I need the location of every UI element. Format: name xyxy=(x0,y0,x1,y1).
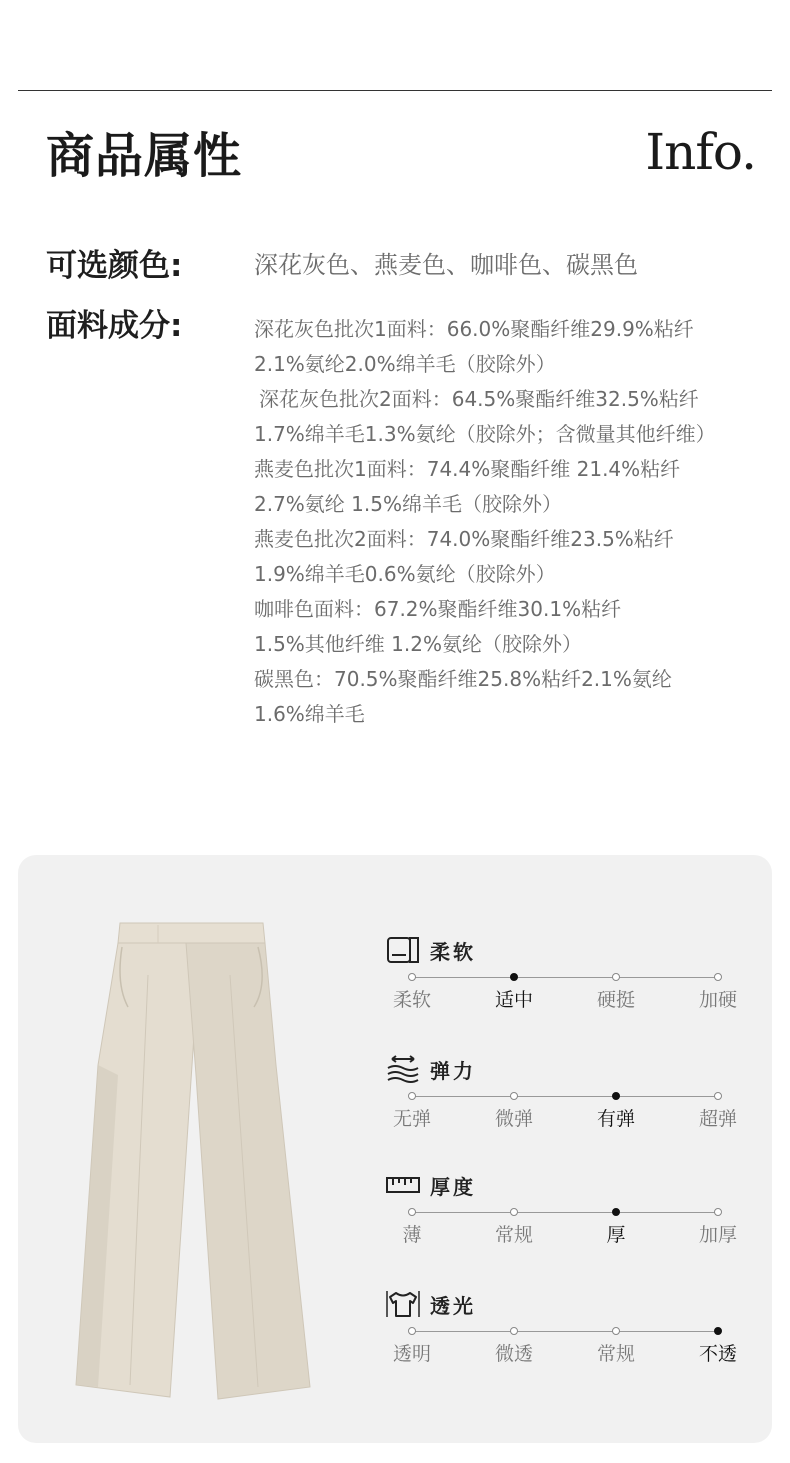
scale-dot xyxy=(510,1208,518,1216)
fabric-line: 2.7%氨纶 1.5%绵羊毛（胶除外） xyxy=(254,492,562,516)
scale-track xyxy=(412,1212,718,1213)
scale-dot xyxy=(510,1327,518,1335)
fabric-line: 咖啡色面料：67.2%聚酯纤维30.1%粘纤 xyxy=(254,597,622,621)
scale-option: 无弹 xyxy=(392,1108,431,1130)
scale-option: 常规 xyxy=(596,1343,635,1365)
scale-title: 厚度 xyxy=(430,1174,476,1199)
page-title: 商品属性 xyxy=(46,128,243,184)
scale-dot xyxy=(408,1092,416,1100)
stretch-icon xyxy=(386,1054,420,1084)
fabric-line: 燕麦色批次1面料：74.4%聚酯纤维 21.4%粘纤 xyxy=(254,457,681,481)
scale-title: 透光 xyxy=(430,1293,476,1318)
fabric-line: 1.6%绵羊毛 xyxy=(254,702,365,726)
info-heading: Info. xyxy=(645,123,756,181)
scale-dot xyxy=(510,1092,518,1100)
scale-track xyxy=(412,1096,718,1097)
scale-option: 微透 xyxy=(494,1343,533,1365)
scale-option: 加厚 xyxy=(698,1224,737,1246)
scale-option: 加硬 xyxy=(698,989,737,1011)
fabric-line: 深花灰色批次1面料：66.0%聚酯纤维29.9%粘纤 xyxy=(254,317,694,341)
scale-dot xyxy=(714,1208,722,1216)
scale-option: 薄 xyxy=(402,1224,422,1246)
scale-option-selected: 厚 xyxy=(606,1224,626,1246)
scale-dot xyxy=(714,973,722,981)
fabric-line: 深花灰色批次2面料：64.5%聚酯纤维32.5%粘纤 xyxy=(259,387,699,411)
scale-track xyxy=(412,1331,718,1332)
colors-label: 可选颜色: xyxy=(46,248,183,284)
scale-dot xyxy=(408,1208,416,1216)
fabric-label: 面料成分: xyxy=(46,308,183,344)
properties-panel xyxy=(18,855,772,1443)
fabric-line: 2.1%氨纶2.0%绵羊毛（胶除外） xyxy=(254,352,556,376)
scale-dot xyxy=(408,973,416,981)
colors-value: 深花灰色、燕麦色、咖啡色、碳黑色 xyxy=(254,251,638,279)
fabric-line: 1.5%其他纤维 1.2%氨纶（胶除外） xyxy=(254,632,582,656)
scale-dot-selected xyxy=(612,1092,620,1100)
scale-dot-selected xyxy=(714,1327,722,1335)
scale-option-selected: 不透 xyxy=(698,1343,737,1365)
scale-option: 常规 xyxy=(494,1224,533,1246)
scale-option-selected: 有弹 xyxy=(596,1108,635,1130)
fabric-composition-list xyxy=(254,312,774,732)
scale-track xyxy=(412,977,718,978)
scale-title: 弹力 xyxy=(430,1058,476,1083)
fabric-line: 1.7%绵羊毛1.3%氨纶（胶除外；含微量其他纤维） xyxy=(254,422,716,446)
scale-title: 柔软 xyxy=(430,939,476,964)
scale-dot xyxy=(714,1092,722,1100)
top-divider xyxy=(18,90,772,91)
scale-dot xyxy=(612,973,620,981)
scale-option: 硬挺 xyxy=(596,989,635,1011)
scale-dot-selected xyxy=(612,1208,620,1216)
scale-option: 微弹 xyxy=(494,1108,533,1130)
fabric-line: 1.9%绵羊毛0.6%氨纶（胶除外） xyxy=(254,562,556,586)
scale-option: 柔软 xyxy=(392,989,431,1011)
scale-option: 超弹 xyxy=(698,1108,737,1130)
fabric-line: 碳黑色：70.5%聚酯纤维25.8%粘纤2.1%氨纶 xyxy=(254,667,672,691)
fabric-line: 燕麦色批次2面料：74.0%聚酯纤维23.5%粘纤 xyxy=(254,527,674,551)
scale-dot xyxy=(408,1327,416,1335)
ruler-icon xyxy=(386,1170,420,1200)
scale-dot-selected xyxy=(510,973,518,981)
pants-image xyxy=(58,915,313,1400)
scale-option: 透明 xyxy=(392,1343,431,1365)
tshirt-icon xyxy=(386,1289,420,1319)
fabric-roll-icon xyxy=(386,935,420,965)
scale-dot xyxy=(612,1327,620,1335)
scale-option-selected: 适中 xyxy=(494,989,533,1011)
